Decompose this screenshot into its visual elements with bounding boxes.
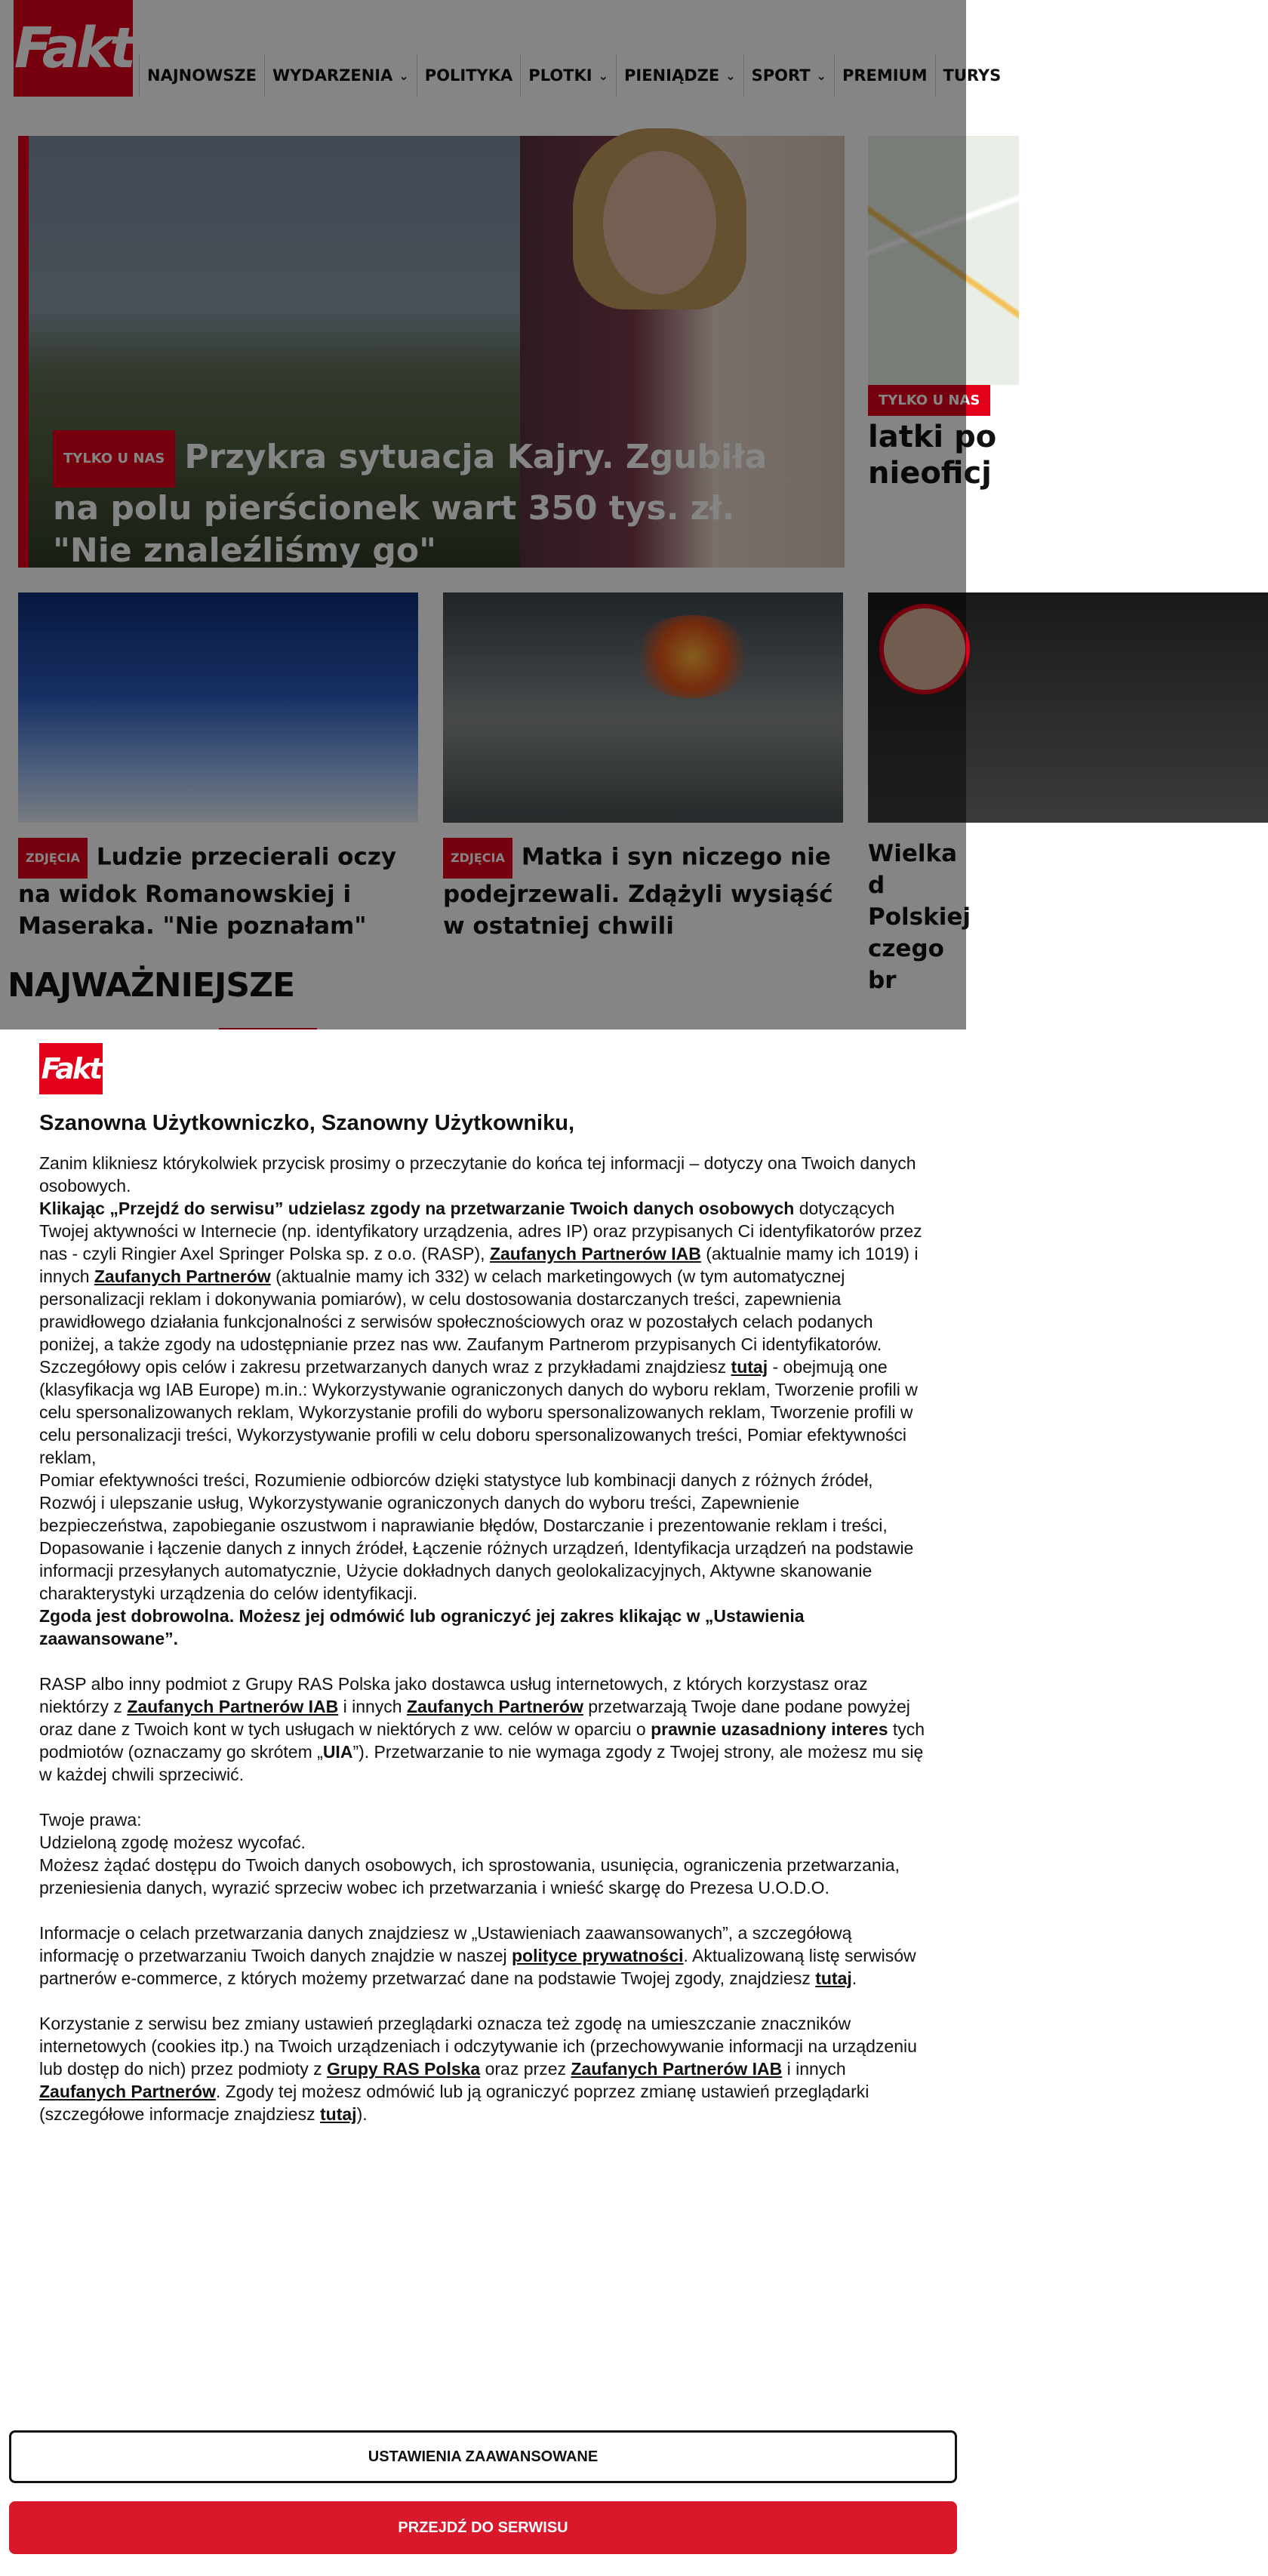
consent-paragraph [39, 1197, 930, 1469]
trusted-partners-link[interactable]: Zaufanych Partnerów [39, 2082, 216, 2101]
text: RASP albo inny podmiot z Grupy RAS Polska jako dostawca usług internetowych, z których korzystasz oraz niektórzy z [39, 1674, 868, 1716]
section-title: NAJWAŻNIEJSZE [8, 966, 295, 1005]
consent-paragraph [39, 1605, 930, 1650]
article-title-text: Wielka d Polskiej czego br [868, 840, 971, 994]
nav-label: PIENIĄDZE [624, 66, 720, 85]
text: . [851, 1968, 857, 1988]
text: oraz przez [480, 2059, 571, 2079]
text: - obejmują one (klasyfikacja wg IAB Europe) m.in.: Wykorzystywanie ograniczonych danych do wyboru reklam, Tworzenie profili w celu spersonalizowanych reklam, Wykorzystanie profili do wyboru spersonalizowanych reklam, Tworzenie profili w celu personalizacji treści, Wykorzystywanie profili w celu doboru spersonalizowanych treści, Pomiar efektywności reklam, [39, 1357, 918, 1467]
side-headline-line: latki po [868, 420, 997, 454]
text: Korzystanie z serwisu bez zmiany ustawień przeglądarki oznacza też zgodę na umieszczanie znaczników internetowych (cookies itp.) na Twoich urządzeniach i odczytywanie ich (przechowywanie informacji na urządzeniu lub dostęp do nich) przez podmioty z [39, 2014, 917, 2079]
iab-partners-link[interactable]: Zaufanych Partnerów IAB [571, 2059, 783, 2079]
details-link[interactable]: tutaj [731, 1357, 768, 1377]
bold-text: UIA [322, 1742, 353, 1762]
photos-badge: ZDJĘCIA [18, 838, 88, 879]
modal-backdrop [0, 0, 966, 1034]
nav-label: PREMIUM [842, 66, 928, 85]
fakt-logo [39, 1043, 103, 1094]
ecommerce-list-link[interactable]: tutaj [815, 1968, 852, 1988]
cookies-details-link[interactable]: tutaj [320, 2104, 357, 2124]
text: i innych [782, 2059, 846, 2079]
text: ). [356, 2104, 368, 2124]
text: tych podmiotów (oznaczamy go skrótem „ [39, 1719, 925, 1762]
article-title-text: Matka i syn niczego nie podejrzewali. Zdążyli wysiąść w ostatniej chwili [443, 843, 833, 940]
article-title-text: Ludzie przecierali oczy na widok Romanowskiej i Maseraka. "Nie poznałam" [18, 843, 397, 940]
ras-group-link[interactable]: Grupy RAS Polska [326, 2059, 481, 2079]
advanced-settings-button[interactable]: USTAWIENIA ZAAWANSOWANE [9, 2430, 957, 2483]
text: . Aktualizowaną listę serwisów partnerów e-commerce, z których możemy przetwarzać dane na podstawie Twojej zgody, znajdziesz [39, 1946, 916, 1988]
consent-dialog [0, 1029, 966, 2576]
text: i innych [338, 1697, 407, 1716]
text: (aktualnie mamy ich 332) w celach marketingowych (w tym automatycznej personalizacji reklam i dokonywania pomiarów), w celu dostosowania dostarczanych treści, zapewnienia prawidłowego działania funkcjonalności z serwisów społecznościowych oraz w pozostałych celach podanych poniżej, a także zgody na udostępnianie przez nas ww. Zaufanym Partnerom przypisanych Ci identyfikatorów. Szczegółowy opis celów i zakresu przetwarzanych danych wraz z przykładami znajdziesz [39, 1266, 882, 1377]
text: przetwarzają Twoje dane podane powyżej oraz dane z Twoich kont w tych usługach w niektórych z ww. celów w oparciu o [39, 1697, 910, 1739]
consent-body [39, 1152, 930, 2125]
proceed-to-site-button[interactable]: PRZEJDŹ DO SERWISU [9, 2501, 957, 2554]
hero-badge: TYLKO U NAS [53, 430, 175, 488]
chevron-down-icon: ⌄ [598, 68, 608, 83]
text: . Zgody tej możesz odmówić lub ją ograniczyć poprzez zmianę ustawień przeglądarki (szczegółowe informacje znajdziesz [39, 2082, 869, 2124]
chevron-down-icon: ⌄ [725, 68, 736, 83]
chevron-down-icon: ⌄ [816, 68, 826, 83]
side-badge: TYLKO U NAS [868, 385, 990, 416]
spacer [39, 1990, 930, 2012]
nav-label: SPORT [751, 66, 811, 85]
bold-text: Zgoda jest dobrowolna. Możesz jej odmówić lub ograniczyć jej zakres klikając w „Ustawienia zaawansowane”. [39, 1606, 805, 1648]
hero-title-text: Przykra sytuacja Kajry. Zgubiła na polu pierścionek wart 350 tys. zł. "Nie znaleźliśmy go" [53, 438, 768, 570]
spacer [39, 1786, 930, 1808]
trusted-partners-link[interactable]: Zaufanych Partnerów [406, 1697, 583, 1716]
nav-label: NAJNOWSZE [147, 66, 257, 85]
nav-label: PLOTKI [528, 66, 592, 85]
consent-title: Szanowna Użytkowniczko, Szanowny Użytkowniku, [39, 1111, 574, 1135]
logo-text: Fakt [41, 1052, 101, 1085]
photos-badge: ZDJĘCIA [443, 838, 512, 879]
nav-label: TURYS [943, 66, 1002, 85]
iab-partners-link[interactable]: Zaufanych Partnerów IAB [127, 1697, 339, 1716]
bold-text: prawnie uzasadniony interes [651, 1719, 888, 1739]
rights-item: Możesz żądać dostępu do Twoich danych osobowych, ich sprostowania, usunięcia, ograniczenia przetwarzania, przeniesienia danych, wyrazić sprzeciw wobec ich przetwarzania i wnieść skargę do Prezesa U.O.D.O. [39, 1855, 900, 1897]
logo-text: Fakt [14, 16, 133, 81]
privacy-policy-link[interactable]: polityce prywatności [512, 1946, 684, 1965]
spacer [39, 1650, 930, 1673]
rights-title: Twoje prawa: [39, 1810, 142, 1830]
rights-item: Udzieloną zgodę możesz wycofać. [39, 1833, 306, 1852]
consent-paragraph [39, 2012, 930, 2125]
side-headline-line: nieoficj [868, 456, 992, 491]
text: (aktualnie mamy ich 1019) i innych [39, 1244, 919, 1286]
spacer [39, 1899, 930, 1922]
bold-text: Klikając „Przejdź do serwisu” udzielasz zgody na przetwarzanie Twoich danych osobowych [39, 1199, 795, 1218]
consent-intro: Zanim klikniesz którykolwiek przycisk prosimy o przeczytanie do końca tej informacji – dotyczy ona Twoich danych osobowych. [39, 1153, 916, 1196]
nav-label: POLITYKA [424, 66, 513, 85]
nav-label: WYDARZENIA [272, 66, 393, 85]
text: ”). Przetwarzanie to nie wymaga zgody z Twojej strony, ale możesz mu się w każdej chwili sprzeciwić. [39, 1742, 924, 1784]
consent-paragraph [39, 1673, 930, 1786]
text: dotyczących Twojej aktywności w Internecie (np. identyfikatory urządzenia, adres IP) oraz przypisanych Ci identyfikatorów przez nas - czyli Ringier Axel Springer Polska sp. z o.o. (RASP), [39, 1199, 922, 1263]
chevron-down-icon: ⌄ [399, 68, 409, 83]
iab-partners-link[interactable]: Zaufanych Partnerów IAB [489, 1244, 701, 1263]
text: Informacje o celach przetwarzania danych znajdziesz w „Ustawieniach zaawansowanych”, a szczegółową informację o przetwarzaniu Twoich danych znajdzie w naszej [39, 1923, 852, 1965]
consent-paragraph: Pomiar efektywności treści, Rozumienie odbiorców dzięki statystyce lub kombinacji danych z różnych źródeł, Rozwój i ulepszanie usług, Wykorzystywanie ograniczonych danych do wyboru treści, Zapewnienie bezpieczeństwa, zapobieganie oszustwom i naprawianie błędów, Dostarczanie i prezentowanie reklam i treści, Dopasowanie i łączenie danych z innych źródeł, Łączenie różnych urządzeń, Identyfikacja urządzeń na podstawie informacji przesyłanych automatycznie, Użycie dokładnych danych geolokalizacyjnych, Aktywne skanowanie charakterystyki urządzenia do celów identyfikacji. [39, 1470, 914, 1603]
trusted-partners-link[interactable]: Zaufanych Partnerów [94, 1266, 271, 1286]
consent-paragraph [39, 1922, 930, 1990]
